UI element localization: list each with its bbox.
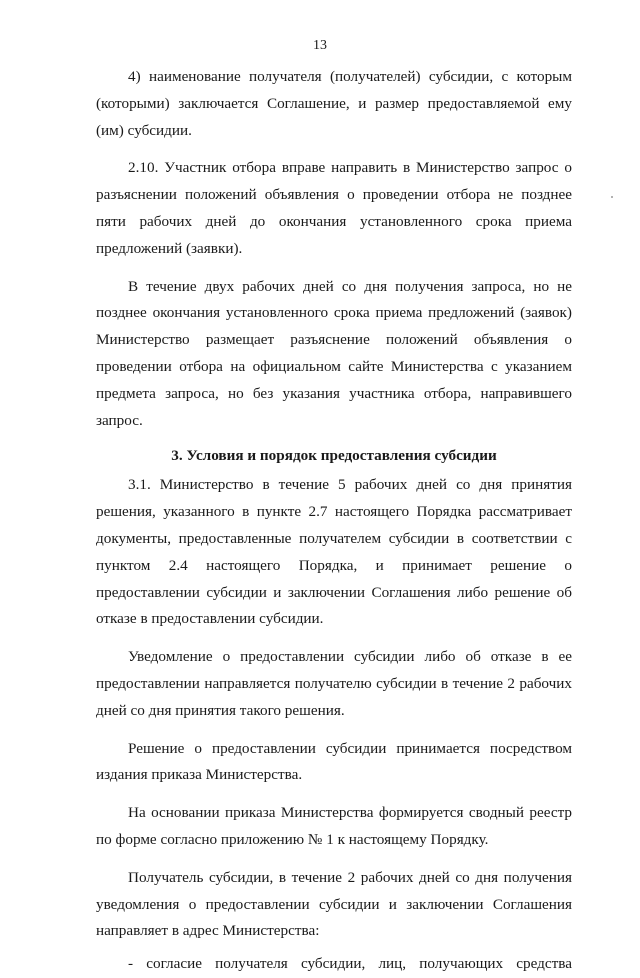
list-item-consent: - согласие получателя субсидии, лиц, получающих средства <box>128 955 572 973</box>
document-body <box>96 64 572 978</box>
page-number: 13 <box>313 38 327 53</box>
paragraph-3-1: 3.1. Министерство в течение 5 рабочих дней со дня принятия решения, указанного в пункте 2.7 настоящего Порядка рассматривает документы, предоставленные получателем субсидии в соответствии с пунктом 2.4 настоящего Порядка, и принимает решение о предоставлении субсидии и заключении Соглашения либо решение об отказе в предоставлении субсидии. <box>96 476 572 628</box>
paragraph-recipient: Получатель субсидии, в течение 2 рабочих дней со дня получения уведомления о предоставлении субсидии и заключении Соглашения направляет в адрес Министерства: <box>96 868 572 940</box>
section-heading: 3. Условия и порядок предоставления субсидии <box>171 447 497 465</box>
paragraph-item-4: 4) наименование получателя (получателей) субсидии, с которым (которыми) заключается Соглашение, и размер предоставляемой ему (им) субсидии. <box>96 68 572 139</box>
paragraph-2-10: 2.10. Участник отбора вправе направить в Министерство запрос о разъяснении положений объявления о проведении отбора не позднее пяти рабочих дней до окончания установленного срока приема предложений (заявки). <box>96 159 572 257</box>
paragraph-registry: На основании приказа Министерства формируется сводный реестр по форме согласно приложению № 1 к настоящему Порядку. <box>96 804 572 848</box>
paragraph-clarification: В течение двух рабочих дней со дня получения запроса, но не позднее окончания установленного срока приема предложений (заявок) Министерство размещает разъяснение положений объявления о проведении отбора на официальном сайте Министерства с указанием предмета запроса, но без указания участника отбора, направившего запрос. <box>96 277 572 429</box>
paragraph-notification: Уведомление о предоставлении субсидии либо об отказе в ее предоставлении направляется получателю субсидии в течение 2 рабочих дней со дня принятия такого решения. <box>96 648 572 719</box>
paragraph-decision: Решение о предоставлении субсидии принимается посредством издания приказа Министерства. <box>96 739 572 784</box>
scan-speck <box>611 196 613 198</box>
